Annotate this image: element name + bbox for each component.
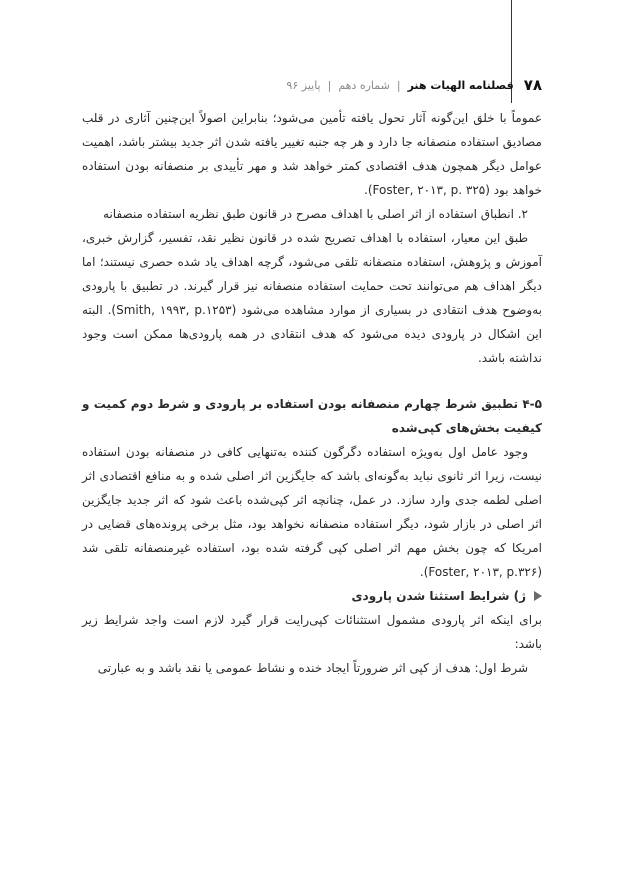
issue-label: شماره دهم [338, 78, 390, 92]
numbered-item: ۲. انطباق استفاده از اثر اصلی با اهداف مصرح در قانون طبق نظریه استفاده منصفانه [103, 207, 528, 221]
page-body [82, 106, 542, 680]
header-separator: | [327, 78, 332, 92]
page-number: ۷۸ [523, 76, 542, 94]
paragraph: شرط اول: هدف از کپی اثر ضرورتاً ایجاد خنده و نشاط عمومی یا نقد باشد و به عبارتی [97, 661, 528, 675]
season-label: پاییز ۹۶ [286, 78, 321, 92]
journal-title: فصلنامه الهیات هنر [407, 78, 514, 92]
paragraph: وجود عامل اول به‌ویژه استفاده دگرگون کننده به‌تنهایی کافی در منصفانه بودن استفاده نیست، زیرا اثر ثانوی نباید به‌گونه‌ای باشد که جایگزین اثر اصلی شده و به منافع اقتصادی اثر اصلی لطمه جدی وارد سازد. در عمل، چنانچه اثر کپی‌شده باعث شود که اثر جدید جایگزین اثر اصلی در بازار شود، دیگر استفاده منصفانه نخواهد بود، مثل برخی پرونده‌های قضایی در امریکا که چون بخش مهم اثر اصلی کپی گرفته شده بود، استفاده غیرمنصفانه تلقی شد (Foster, ۲۰۱۳, p.۳۲۶). [82, 445, 542, 579]
section-heading: ۴-۵ تطبیق شرط چهارم منصفانه بودن استفاده بر پارودی و شرط دوم کمیت و کیفیت بخش‌های کپی‌شده [82, 397, 542, 435]
header-separator: | [396, 78, 401, 92]
paragraph: عموماً با خلق این‌گونه آثار تحول یافته تأمین می‌شود؛ بنابراین اصولاً این‌چنین آثاری در قلب مصادیق استفاده منصفانه جا دارد و هر چه جنبه تغییر یافته شدن اثر جدید بیشتر باشد، اهمیت عوامل دیگر همچون هدف اقتصادی کمتر خواهد شد و مهر تأییدی بر منصفانه بودن استفاده خواهد بود (Foster, ۲۰۱۳, p. ۳۲۵). [82, 111, 542, 197]
subsection-title: ژ) شرایط استثنا شدن پارودی [351, 589, 526, 603]
subsection-heading [82, 584, 542, 608]
running-header [82, 74, 542, 96]
paragraph: برای اینکه اثر پارودی مشمول استثنائات کپی‌رایت قرار گیرد لازم است واجد شرایط زیر باشد: [82, 613, 542, 651]
bullet-triangle-icon [534, 591, 542, 601]
paragraph: طبق این معیار، استفاده با اهداف تصریح شده در قانون نظیر نقد، تفسیر، گزارش خبری، آموزش و پژوهش، استفاده منصفانه تلقی می‌شود، گرچه اهداف یاد شده حصری نیستند؛ اما دیگر اهداف هم می‌توانند تحت حمایت استفاده منصفانه نیز قرار گیرند. در تطبیق با پارودی به‌وضوح هدف انتقادی در بسیاری از موارد مشاهده می‌شود (Smith, ۱۹۹۳, p.۱۲۵۳). البته این اشکال در پارودی دیده می‌شود که هدف انتقادی در همه پارودی‌ها ممکن است وجود نداشته باشد. [82, 231, 542, 365]
